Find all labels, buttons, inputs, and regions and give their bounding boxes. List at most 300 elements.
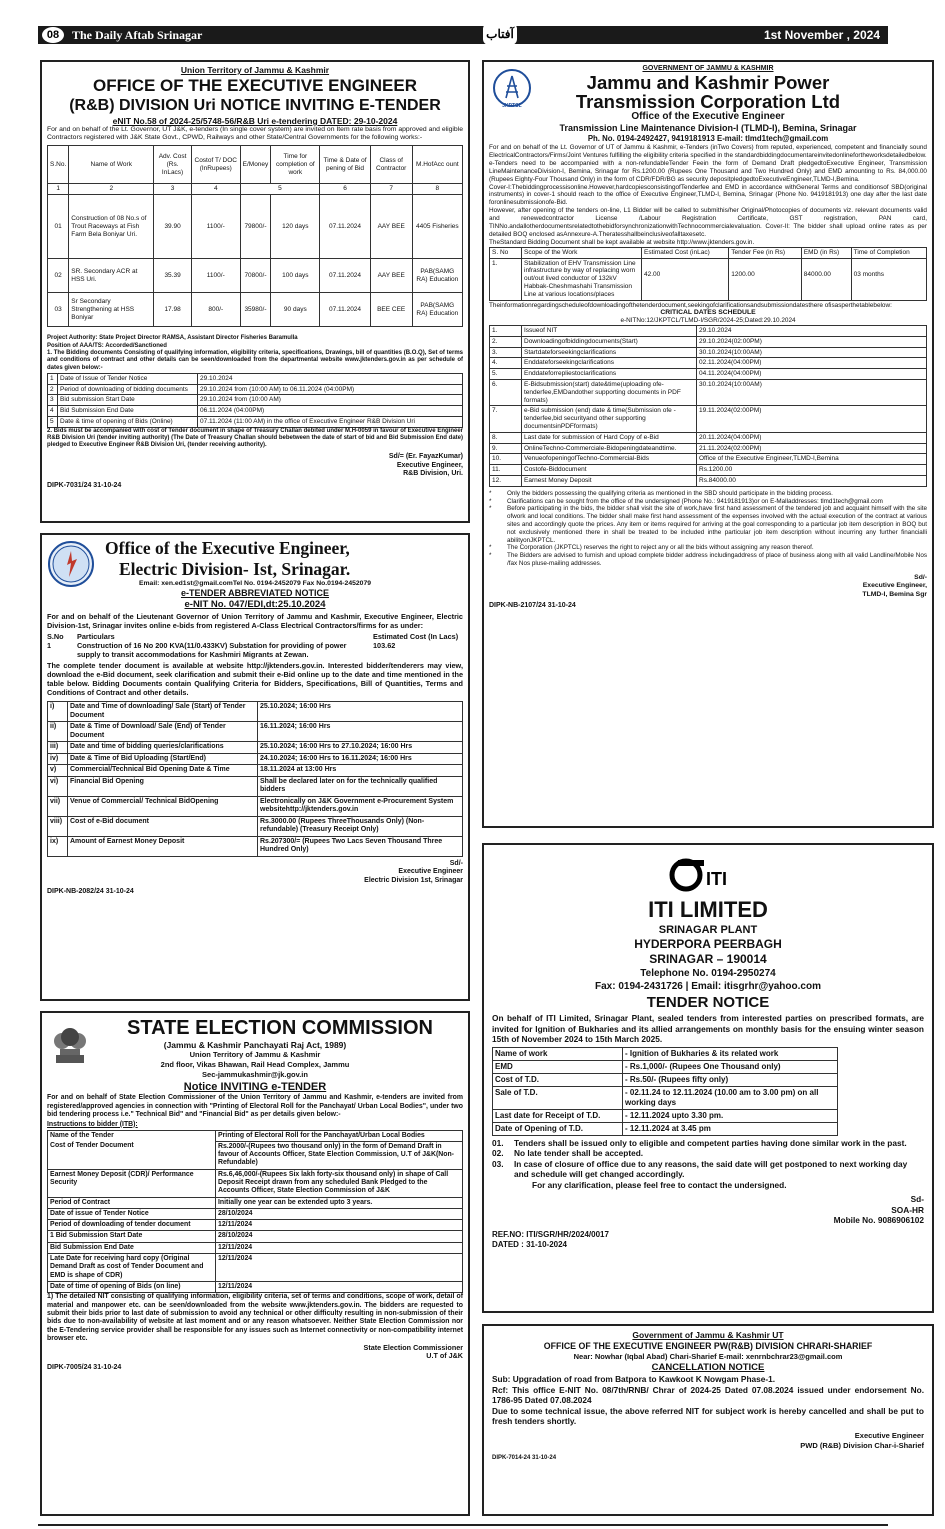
table-row [48,1220,463,1231]
cell: i) [48,702,68,722]
list-item: * Only the bidders possessing the qualifying criteria as mentioned in the SBD should participate in the bidding process. [489,490,927,498]
table-row [48,1281,463,1292]
col-number: 6 [320,184,370,195]
cell: 6. [490,380,522,406]
bullet-text: Clarifications can be sought from the office of the undersigned (Phone No.: 9419181913)or on E-Malladdresses: tlmd1tech@gmail.com [507,497,883,505]
cell: 9. [490,443,522,454]
iti-fax-email: Fax: 0194-2431726 | Email: itisgrhr@yahoo.com [595,981,821,992]
cell: PAB(SAMG RA) Education [412,293,462,327]
cell: 42.00 [642,258,729,300]
item-description: Construction of 16 No 200 KVA(11/0.433KV) Substation for providing of power supply to transit accommodations for Kashmiri Migrants at Zewan. [77,641,347,660]
point-text: In case of closure of office due to any reasons, the said date will get postponed to next working day and schedule will get changed accordingly. [514,1158,908,1179]
cell: Downloadingofbiddingdocuments(Start) [522,336,697,347]
cell: Earnest Money Deposit (CDR)/ Performance Security [48,1169,216,1197]
col-header: S.No. [48,146,69,184]
sig-line: Electric Division 1st, Srinagar [364,876,463,884]
paper-name: The Daily Aftab Srinagar [72,27,203,42]
list-item: * Clarifications can be sought from the office of the undersigned (Phone No.: 9419181913)or on E-Malladdresses: tlmd1tech@gmail.com [489,498,927,506]
sec-email: Sec-jammukashmir@jk.gov.in [202,1070,308,1079]
jkptcl-para-2: e-Tenders need to be accompanied with a non-refundableTender Feein the form of Demand Draft pledgedtoExecutive Engineer, Transmission LineMaintenanceDivision-I, Bemina, Srinagar for Rs.1200.00 (Rupees One Thousand and Two Hundred Only) and EMD amounting to Rs. 84,000.00 (Rupees Eighty-Four Thousand Only) in the form of CDR/FDR/BG as security depositpledgedtoExecutiveEngineer,TLMD-I,Bemina. [489,159,927,183]
cell: 4 [48,406,58,417]
cell: AAY BEE [370,259,412,293]
cell: 06.11.2024 (04:00PM) [198,406,463,417]
cell: Rs.6,46,000/-(Rupees Six lakh forty-six thousand only) in shape of Call Deposit Receipt drawn from any scheduled Bank Pledged to the Accounts Officer, State Election Commission of J&K [216,1169,463,1197]
rb-authority: Project Authority: State Project Director RAMSA, Assistant Director Fisheries Baramulla [47,335,298,342]
table-row [490,465,927,476]
cell: 4405 Fisheries [412,195,462,259]
table-row [48,776,463,796]
iti-clarification: For any clarification, please feel free to contact the undersigned. [532,1179,787,1190]
table-row [490,358,927,369]
jkptcl-logo-icon [492,68,532,108]
table-row [48,1130,463,1141]
cell: 70800/- [240,259,271,293]
table-row [48,1242,463,1253]
cell: 84000.00 [801,258,851,300]
point-number: 01. [492,1137,504,1148]
table-row [48,753,463,765]
table-row [493,1047,838,1060]
pwd-chrari-sharief-ad [482,1324,934,1516]
rb-note-2: 2. Bids must be accompanied with cost of Tender document in shape of Treasury Challan debited under M.H-0059 in favour of Executive Engineer R&B Division Uri (tender inviting authority) (The Date of Treasury Challan should bebetween the date of start of bid and Bid Submission End date) pledged to Executive Engineer R&B Division Uri, (tender receiving authority). [47,427,463,449]
cell: 07.11.2024 [320,259,370,293]
col-header: Time of Completion [851,247,926,258]
table-row [48,1169,463,1197]
table-number-row [48,184,463,195]
table-header-row [490,247,927,258]
cell: 28/10/2024 [216,1208,463,1219]
cell: Cost of T.D. [493,1073,623,1086]
table-row [490,336,927,347]
pwd-ref: DIPK-7014-24 31-10-24 [492,1454,557,1461]
table-row [48,702,463,722]
jkptcl-para-3: Cover-I:Thebiddingprocessisonline.However,hardcopiesconsistingofTenderfee and EMD in accordance withGeneral Terms and conditionsof SBD(original instruments) in cover-1 should reach to the office of Executive Engineer,TLMD-I, Bemina, Srinagar (Phone No. 9419181913) one day after the last date foronlinesubmissionofe-Bid. [489,183,927,207]
sec-title: STATE ELECTION COMMISSION [127,1017,433,1039]
table-row [490,454,927,465]
point-number: 03. [492,1158,504,1169]
table-row [493,1122,838,1135]
col-header: E/Money [240,146,271,184]
table-row [48,742,463,754]
rb-title-2: (R&B) DIVISION Uri NOTICE INVITING E-TENDER [69,97,441,114]
cell: Rs.84000.00 [697,476,927,487]
sig-line: TLMD-I, Bemina Sgr [862,590,927,598]
sec-notice-heading: Notice INVITING e-TENDER [183,1081,327,1093]
cell: 30.10.2024(10:00AM) [697,347,927,358]
cell: 19.11.2024(02:00PM) [697,406,927,432]
cell: Bid Submission End Date [48,1242,216,1253]
sec-act: (Jammu & Kashmir Panchayati Raj Act, 1989) [163,1040,347,1050]
col-header: Estimated Cost (In Lacs) [373,632,459,642]
cell: 10. [490,454,522,465]
cell: AAY BEE [370,195,412,259]
cell: - 02.11.24 to 12.11.2024 (10.00 am to 3.00 pm) on all working days [623,1086,838,1109]
cell: 18.11.2024 at 13:00 Hrs [258,765,463,777]
sec-address: 2nd floor, Vikas Bhawan, Rail Head Complex, Jammu [160,1060,350,1069]
cell: Cost of e-Bid document [68,816,258,836]
list-item: * The Bidders are advised to furnish and upload complete bidder address includingaddress of place of business along with all valid Landline/Mobile Nos /fax Nos pluse-mailing addresses. [489,552,927,567]
col-number: 1 [48,184,69,195]
iti-logo-icon [492,855,924,897]
jkptcl-dates-table [489,325,927,487]
cell: 29.10.2024 [198,373,463,384]
rb-ref: DIPK-7031/24 31-10-24 [47,481,122,489]
cell: ii) [48,722,68,742]
cell: Commercial/Technical Bid Opening Date & Time [68,765,258,777]
pwd-body: Due to some technical issue, the above referred NIT for subject work is hereby cancelled and shall be put to fresh tenders shortly. [492,1405,924,1426]
table-row [48,765,463,777]
ed-signature [47,860,463,886]
cell: 3 [48,395,58,406]
cell: 3. [490,347,522,358]
table-row [48,1254,463,1282]
cell: 02 [48,259,69,293]
cell: 02.11.2024(04:00PM) [697,358,927,369]
col-number: 5 [240,184,320,195]
jkptcl-logo-text: JKPTCL [502,103,522,109]
iti-logo-text: ITI [706,869,727,889]
cell: 12/11/2024 [216,1281,463,1292]
bullet-text: The Corporation (JKPTCL) reserves the right to reject any or all the bids without assigning any reason thereof. [507,544,814,552]
cell: Cost of Tender Document [48,1141,216,1169]
jkptcl-division: Transmission Line Maintenance Division-I (TLMD-I), Bemina, Srinagar [559,123,857,133]
cell: Earnest Money Deposit [522,476,697,487]
rb-position: Position of AAA/TS: Accorded/Sanctioned [47,342,167,349]
cell: 12. [490,476,522,487]
iti-ref-no: REF.NO: ITI/SGR/HR/2024/0017 [492,1229,609,1239]
col-header: Estimated Cost (inLac) [642,247,729,258]
cell: Name of work [493,1047,623,1060]
jkptcl-gov: GOVERNMENT OF JAMMU & KASHMIR [642,65,774,72]
sig-line: Executive Engineer, [396,461,463,469]
table-row [48,406,463,417]
sig-line: PWD (R&B) Division Char-i-Sharief [800,1440,924,1450]
cell: Period of Contract [48,1197,216,1208]
jkptcl-para-1: For and on behalf of the Lt. Governor of UT of Jammu & Kashmir, e-Tenders (inTwo Covers) from reputed, experienced, competent and financially sound ElectricalContractors/Firms/Joint Ventures fulfilling the eligibility criteria specified in the standardbiddingdocumentareinvitedonlinefortheworksdetailedbelow. [489,144,927,159]
cell: vii) [48,796,68,816]
table-row [48,417,463,428]
cell: 11. [490,465,522,476]
jkptcl-signature [489,574,927,600]
col-number: 4 [191,184,240,195]
cell: - Rs.50/- (Rupees fifty only) [623,1073,838,1086]
cell: SR. Secondary ACR at HSS Uri. [69,259,154,293]
table-row [48,836,463,856]
table-row [490,369,927,380]
cell: Date of Issue of Tender Notice [58,373,198,384]
sig-line: SOA-HR [891,1204,924,1215]
sig-line: Executive Engineer [398,868,463,876]
cell: 7. [490,406,522,432]
cell: 07.11.2024 (11:00 AM) in the office of Executive Engineer R&B Division Uri [198,417,463,428]
rb-note-1: 1. The Bidding documents Consisting of qualifying information, eligibility criteria, specifications, Drawings, bill of quantities (B.O.Q), Set of terms and conditions of contract and other details can be seen/downloaded from the departmental website www.jktenders.gov.in as per schedule of dates given below:- [47,350,463,371]
table-row [490,476,927,487]
iti-address-2: SRINAGAR – 190014 [649,952,767,966]
list-item [492,1138,924,1149]
cell: 1 Bid Submission Start Date [48,1231,216,1242]
state-election-commission-ad [40,1011,470,1516]
cell: 03 [48,293,69,327]
cell: 5 [48,417,58,428]
cell: 17.98 [154,293,192,327]
sec-ref: DIPK-7005/24 31-10-24 [47,1363,122,1371]
jkptcl-critical-heading: CRITICAL DATES SCHEDULE [660,309,756,317]
sec-details-table [47,1130,463,1294]
table-row [48,1197,463,1208]
pwd-notice-heading: CANCELLATION NOTICE [651,1362,765,1373]
cell: e-Bid submission (end) date & time(Submission ofe -tenderfee,bid securityand other supporting documentsinPDFformats) [522,406,697,432]
cell: 12/11/2024 [216,1242,463,1253]
col-header: Costof T/ DOC (InRupees) [191,146,240,184]
point-text: Tenders shall be issued only to eligible and competent parties having done similar work in the past. [514,1137,907,1148]
cell: OnlineTechno-Commerciale-Bidopeningdateandtime. [522,443,697,454]
jkptcl-phone: Ph. No. 0194-2492427, 9419181913 E-mail: tlmd1tech@gmail.com [587,134,829,143]
item-cost: 103.62 [373,641,396,651]
cell: Date and Time of downloading/ Sale (Start) of Tender Document [68,702,258,722]
pwd-title: OFFICE OF THE EXECUTIVE ENGINEER PW(R&B) DIVISION CHRARI-SHARIEF [543,1341,873,1351]
point-number: 02. [492,1148,504,1158]
iti-telephone: Telephone No. 0194-2950274 [640,968,776,979]
cell: iv) [48,753,68,765]
cell: Issueof NIT [522,326,697,337]
table-row [48,796,463,816]
cell: Date of time of opening of Bids (on line) [48,1281,216,1292]
table-row [48,1231,463,1242]
table-row [48,384,463,395]
table-row [48,373,463,384]
cell: 25.10.2024; 16:00 Hrs [258,702,463,722]
ed-title-1: Office of the Executive Engineer, [105,538,350,558]
col-number: 7 [370,184,412,195]
cell: 1. [490,326,522,337]
jkptcl-ref: DIPK-NB-2107/24 31-10-24 [489,602,576,610]
pwd-reference: Rcf: This office E-NIT No. 08/7th/RNB/ Chrar of 2024-25 Dated 07.08.2024 issued under endorsement No. 1786-95 Dated 07.08.2024 [492,1384,924,1405]
cell: 35.39 [154,259,192,293]
cell: - 12.11.2024 upto 3.30 pm. [623,1109,838,1122]
jkptcl-office: Office of the Executive Engineer [631,111,785,122]
table-row [493,1086,838,1109]
table-row [490,258,927,300]
table-row [490,326,927,337]
cell: Startdateforseekingclarifications [522,347,697,358]
cell: 20.11.2024(04:00PM) [697,432,927,443]
cell: 1100/- [191,259,240,293]
cell: 2 [48,384,58,395]
col-header: Time & Date of pening of Bid [320,146,370,184]
cell: Construction of 08 No.s of Trout Raceways at Fish Farm Bela Boniyar Uri. [69,195,154,259]
cell: 12/11/2024 [216,1254,463,1282]
iti-plant: SRINAGAR PLANT [658,924,758,936]
table-row [48,195,463,259]
col-header: Adv. Cost (Rs. InLacs) [154,146,192,184]
cell: Sr Secondary Strengthening at HSS Boniyar [69,293,154,327]
cell: 07.11.2024 [320,195,370,259]
cell: Date of Opening of T.D. [493,1122,623,1135]
cell: 07.11.2024 [320,293,370,327]
cell: Bid Submission End Date [58,406,198,417]
cell: - 12.11.2024 at 3.45 pm [623,1122,838,1135]
cell: Rs.2000/-(Rupees two thousand only) in the form of Demand Draft in favour of Accounts Officer, State Election Commission, U.T of J&K(Non-Refundable) [216,1141,463,1169]
pwd-subject: Sub: Upgradation of road from Batpora to Kawkoot K Nowgam Phase-1. [492,1374,776,1384]
cell: 1200.00 [729,258,802,300]
sig-line: Executive Engineer, [862,582,927,590]
rb-uri-tender-ad [40,60,470,523]
cell: 21.11.2024(02:00PM) [697,443,927,454]
table-header-row [48,146,463,184]
table-row [490,432,927,443]
sec-itb: Instructions to bidder (ITB): [47,1120,138,1128]
table-row [490,347,927,358]
table-row [493,1109,838,1122]
col-header: M.HofAcc ount [412,146,462,184]
cell: 800/- [191,293,240,327]
table-row [48,395,463,406]
jkptcl-para-5: TheStandard Bidding Document shall be kept available at website http://www.jktenders.gov.in. [489,238,755,246]
iti-address-1: HYDERPORA PEERBAGH [634,937,782,951]
ed-particulars-header [47,632,463,641]
cell: VenueofopeningofTechno-Commercial-Bids [522,454,697,465]
cell: 39.90 [154,195,192,259]
col-header: Tender Fee (in Rs) [729,247,802,258]
cell: Last date for Receipt of T.D. [493,1109,623,1122]
ed-title-2: Electric Division- Ist, Srinagar. [119,559,351,579]
national-emblem-icon [50,1019,90,1067]
cell: 79800/- [240,195,271,259]
cell: 8. [490,432,522,443]
cell: Costofe-Biddocument [522,465,697,476]
col-header: Class of Contractor [370,146,412,184]
table-row [48,722,463,742]
table-row [48,293,463,327]
point-text: No late tender shall be accepted. [514,1148,644,1158]
bottom-rule [38,1524,888,1526]
cell: Printing of Electoral Roll for the Panchayat/Urban Local Bodies [216,1130,463,1141]
cell: BEE CEE [370,293,412,327]
jkptcl-title-1: Jammu and Kashmir Power [586,72,830,93]
ed-item [47,641,463,659]
sig-line: Sd/= (Er. FayazKumar) [388,453,463,461]
cell: E-Bidsubmission(start) date&time(uploading ofe-tenderfee,EMDandother supporting documents in PDF formats) [522,380,697,406]
cell: - Rs.1,000/- (Rupees One Thousand only) [623,1060,838,1073]
jkptcl-bullets [489,490,927,568]
rb-enit: eNIT No.58 of 2024-25/5748-56/R&B Uri e-tendering DATED: 29-10-2024 [112,116,398,126]
cell: 03 months [851,258,926,300]
ed-ref: DIPK-NB-2082/24 31-10-24 [47,888,134,896]
ed-para: The complete tender document is available at website http://jktenders.gov.in. Interested bidder/tenderers may view, download the e-Bid document, seek clarification and submit their e-Bid online up to the date and time mentioned in the table below. Bidding Documents contain Qualifying Criteria for Bidders, Specifications, Bill of Quantities, Terms and Conditions of Contract and other details. [47,661,463,698]
table-row [493,1060,838,1073]
cell: Enddateforseekingclarifications [522,358,697,369]
cell: 29.10.2024 from (10:00 AM) [198,395,463,406]
cell: Rs.207300/= (Rupees Two Lacs Seven Thousand Three Hundred Only) [258,836,463,856]
table-row [48,816,463,836]
sig-line: Mobile No. 9086906102 [833,1215,924,1225]
iti-intro: On behalf of ITI Limited, Srinagar Plant, sealed tenders from interested parties on prescribed formats, are invited for Ignition of Bukharies and its allied arrangements on monthly basis for the ensuing winter season 15th of November 2024 to 15th March 2025. [492,1013,924,1044]
sig-line: Executive Engineer [854,1430,924,1440]
cell: Period of downloading of bidding documents [58,384,198,395]
jkptcl-critical-nit: e-NITNo:12/JKPTCL/TLMD-I/SGR/2024-25;Dated:29.10.2024 [620,317,796,325]
sec-note: 1) The detailed NIT consisting of qualifying information, eligibility criteria, set of terms and conditions, scope of work, detail of material and manpower etc. can be seen/downloaded from the website www.jktenders.gov.in. The bidders are requested to submit their bids prior to last date of submission to avoid any technical or other difficulty resulting in non-submission of their bids due to non-availability of website at last moment and or any reason whatsoever. Neither State Election Commission nor the E-Tendering service provider shall be responsible for any issues such as Internet connectivity or non-compatibility internet browser etc. [47,1293,463,1343]
jkptcl-info: Theinformationregardingscheduleofdownloadingofthetenderdocument,seekingofclarificationsandsubmissiondatesthere ofisasperthetablebelow: [489,301,892,309]
cell: Stabilization of EHV Transmission Line infrastructure by way of replacing worn out/out lived conductor of 132kV Habbak-Cheshmashahi Transmission Line at various locations/places [522,258,642,300]
ed-notice-heading: e-TENDER ABBREVIATED NOTICE [180,588,329,599]
cell: 29.10.2024 from (10:00 AM) to 06.11.2024 (04:00PM) [198,384,463,395]
sig-line: U.T of J&K [426,1351,463,1361]
col-header: Particulars [77,632,115,642]
cell: ix) [48,836,68,856]
table-row [48,1141,463,1169]
cell: EMD [493,1060,623,1073]
cell: 01 [48,195,69,259]
cell: Period of downloading of tender document [48,1220,216,1231]
cell: 24.10.2024; 16:00 Hrs to 16.11.2024; 16:00 Hrs [258,753,463,765]
pwd-near: Near: Nowhar (Iqbal Abad) Chari-Sharief E-mail: xenrnbchrar23@gmail.com [573,1352,843,1361]
cell: - Ignition of Bukharies & its related work [623,1047,838,1060]
iti-points [492,1138,924,1191]
paper-logo: آفتاب [483,23,517,45]
cell: 28/10/2024 [216,1231,463,1242]
ed-intro: For and on behalf of the Lieutenant Governor of Union Territory of Jammu and Kashmir, Executive Engineer, Electric Division-1st, Srinagar invites online e-bids from registered A-Class Electrical Contractors/firms for as under: [47,612,463,631]
cell: Electronically on J&K Government e-Procurement System websitehttp://jktenders.gov.in [258,796,463,816]
col-header: Time for completion of work [271,146,320,184]
bullet-text: The Bidders are advised to furnish and upload complete bidder address includingaddress of place of business along with all valid Landline/Mobile Nos /fax Nos pluse-mailing addresses. [507,552,927,567]
cell: 35980/- [240,293,271,327]
jkptcl-work-table [489,247,927,301]
cell: Enddateforrepliestoclarifications [522,369,697,380]
pwd-signature [492,1431,924,1451]
sec-signature [47,1344,463,1361]
cell: Bid submission Start Date [58,395,198,406]
sig-line: Sd/- [449,859,463,867]
cell: 100 days [271,259,320,293]
cell: Office of the Executive Engineer,TLMD-I,Bemina [697,454,927,465]
cell: 1 [48,373,58,384]
cell: iii) [48,742,68,754]
cell: Last date for submission of Hard Copy of e-Bid [522,432,697,443]
list-item: * Before participating in the bids, the bidder shall visit the site of work,have first hand assessment of the tendered job and acquaint himself with the site ofwork and local conditions. The bidder shall make first hand assessment of the expenses involved with the actual execution of the contract at various sites and accordingly quote the prices. Any item or items required for arriving at the goal corresponding to a particular job item description in BOQ but not exclusively mentioned there in shall be treated to be included inthe particular job item description without incurring any further financialli abilityonJKPTCL. [489,505,927,544]
table-row [48,1208,463,1219]
jkptcl-title-2: Transmission Corporation Ltd [575,91,841,112]
list-item [492,1159,924,1180]
cell: 1. [490,258,522,300]
cell: 12/11/2024 [216,1220,463,1231]
cell: 04.11.2024(04:00PM) [697,369,927,380]
iti-limited-ad [482,843,934,1313]
cell: Date & time of opening of Bids (Online) [58,417,198,428]
pwd-gov: Government of Jammu & Kashmir UT [632,1330,784,1340]
jkptcl-tender-ad [482,60,934,828]
iti-details-table [492,1047,838,1136]
cell: Date & Time of Bid Uploading (Start/End) [68,753,258,765]
bullet-text: Only the bidders possessing the qualifying criteria as mentioned in the SBD should participate in the bidding process. [507,489,833,497]
sig-line: Sd- [910,1194,924,1204]
cell: Name of the Tender [48,1130,216,1141]
cell: 4. [490,358,522,369]
cell: Shall be declared later on for the technically qualified bidders [258,776,463,796]
col-header: S. No [490,247,522,258]
ed-schedule-table [47,701,463,857]
cell: 30.10.2024(10:00AM) [697,380,927,406]
cell: Financial Bid Opening [68,776,258,796]
cell: 120 days [271,195,320,259]
cell: Amount of Earnest Money Deposit [68,836,258,856]
sig-line: State Election Commissioner [363,1342,463,1352]
rb-works-table [47,145,463,327]
cell: Sale of T.D. [493,1086,623,1109]
cell: vi) [48,776,68,796]
cell: Date and time of bidding queries/clarifications [68,742,258,754]
table-row [48,259,463,293]
rb-ut-line: Union Territory of Jammu & Kashmir [180,65,330,75]
